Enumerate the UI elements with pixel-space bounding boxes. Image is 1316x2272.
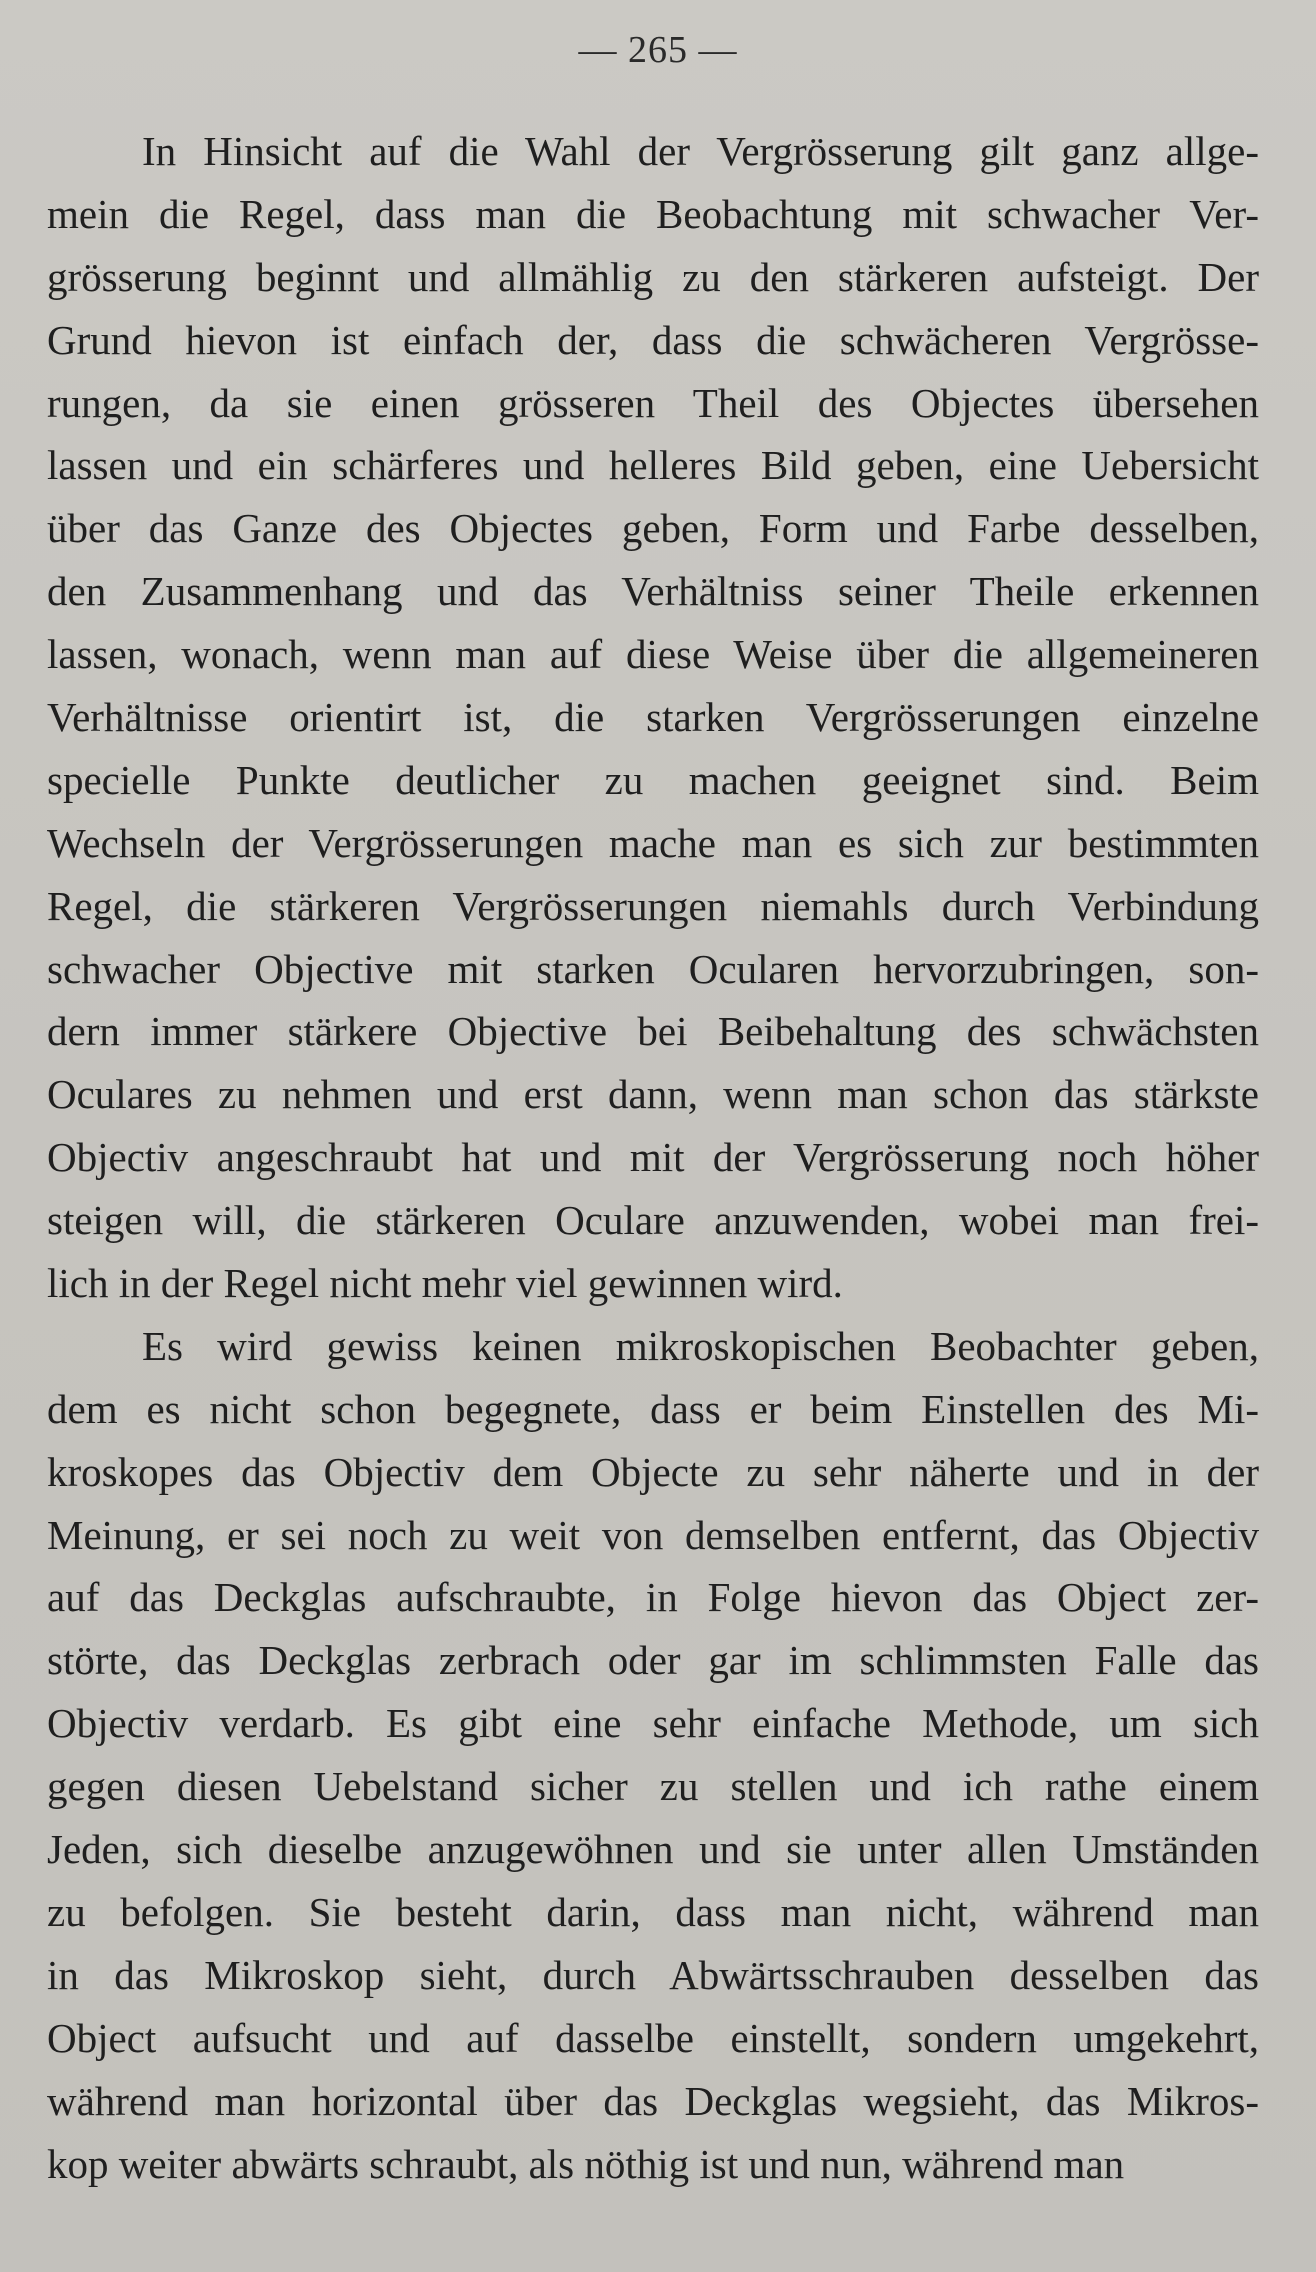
text-line: auf das Deckglas aufschraubte, in Folge hievon das Object zer-	[47, 1574, 1259, 1621]
text-line: lich in der Regel nicht mehr viel gewinnen wird.	[47, 1260, 843, 1307]
text-line: kop weiter abwärts schraubt, als nöthig ist und nun, während man	[47, 2140, 1125, 2187]
text-line: störte, das Deckglas zerbrach oder gar im schlimmsten Falle das	[47, 1637, 1259, 1684]
text-line: Verhältnisse orientirt ist, die starken Vergrösserungen einzelne	[47, 694, 1259, 741]
body-text	[47, 120, 1259, 2195]
text-line: steigen will, die stärkeren Oculare anzuwenden, wobei man frei-	[47, 1197, 1259, 1244]
text-line: Oculares zu nehmen und erst dann, wenn man schon das stärkste	[47, 1071, 1259, 1118]
text-line: gegen diesen Uebelstand sicher zu stellen und ich rathe einem	[47, 1763, 1259, 1810]
text-line: lassen, wonach, wenn man auf diese Weise über die allgemeineren	[47, 631, 1259, 678]
text-line: über das Ganze des Objectes geben, Form und Farbe desselben,	[47, 505, 1259, 552]
text-line: Jeden, sich dieselbe anzugewöhnen und sie unter allen Umständen	[47, 1826, 1259, 1873]
paragraph	[47, 120, 1259, 1315]
text-line: Grund hievon ist einfach der, dass die schwächeren Vergrösse-	[47, 316, 1259, 363]
text-line: lassen und ein schärferes und helleres Bild geben, eine Uebersicht	[47, 442, 1259, 489]
paragraph	[47, 1315, 1259, 2195]
text-line: schwacher Objective mit starken Ocularen hervorzubringen, son-	[47, 945, 1259, 992]
text-line: in das Mikroskop sieht, durch Abwärtsschrauben desselben das	[47, 1951, 1259, 1998]
text-line: kroskopes das Objectiv dem Objecte zu sehr näherte und in der	[47, 1448, 1259, 1495]
text-line: grösserung beginnt und allmählig zu den stärkeren aufsteigt. Der	[47, 253, 1259, 300]
text-line: Regel, die stärkeren Vergrösserungen niemahls durch Verbindung	[47, 882, 1259, 929]
text-line: rungen, da sie einen grösseren Theil des Objectes übersehen	[47, 379, 1259, 426]
text-line: den Zusammenhang und das Verhältniss seiner Theile erkennen	[47, 568, 1259, 615]
text-line: dem es nicht schon begegnete, dass er beim Einstellen des Mi-	[47, 1385, 1259, 1432]
text-line: Wechseln der Vergrösserungen mache man es sich zur bestimmten	[47, 819, 1259, 866]
text-line: dern immer stärkere Objective bei Beibehaltung des schwächsten	[47, 1008, 1259, 1055]
text-line: In Hinsicht auf die Wahl der Vergrösserung gilt ganz allge-	[142, 128, 1259, 174]
text-line: Es wird gewiss keinen mikroskopischen Beobachter geben,	[142, 1322, 1259, 1369]
text-line: Objectiv angeschraubt hat und mit der Vergrösserung noch höher	[47, 1134, 1259, 1181]
text-line: Objectiv verdarb. Es gibt eine sehr einfache Methode, um sich	[47, 1700, 1259, 1747]
text-line: während man horizontal über das Deckglas wegsieht, das Mikros-	[47, 2077, 1259, 2124]
text-line: zu befolgen. Sie besteht darin, dass man nicht, während man	[47, 1888, 1259, 1935]
text-line: specielle Punkte deutlicher zu machen geeignet sind. Beim	[47, 756, 1259, 803]
page-number: — 265 —	[578, 29, 738, 71]
text-line: Object aufsucht und auf dasselbe einstellt, sondern umgekehrt,	[47, 2014, 1259, 2061]
text-line: mein die Regel, dass man die Beobachtung mit schwacher Ver-	[47, 190, 1259, 237]
text-line: Meinung, er sei noch zu weit von demselben entfernt, das Objectiv	[47, 1511, 1259, 1558]
